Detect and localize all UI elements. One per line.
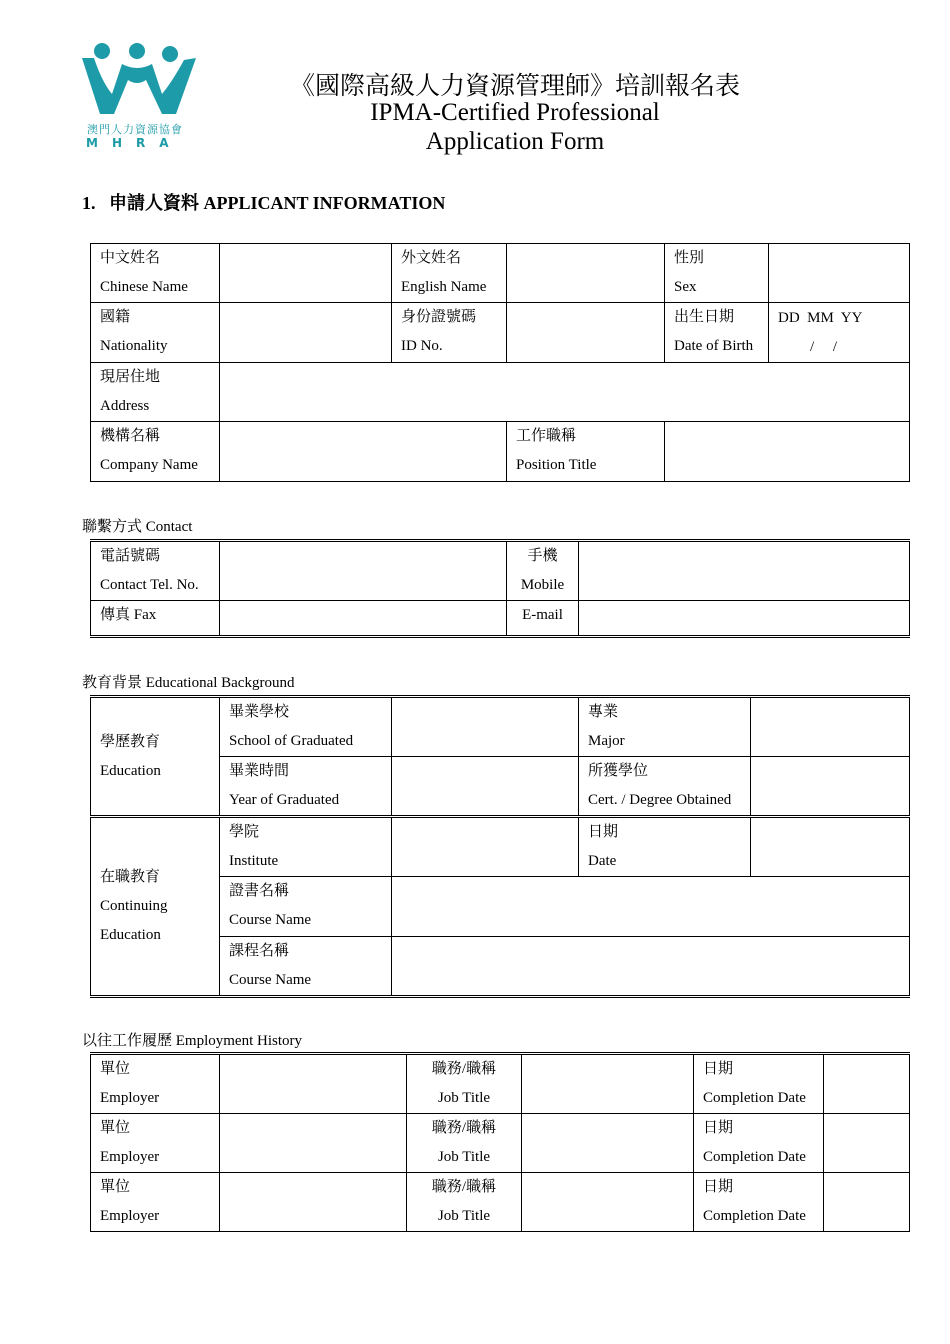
label-completion-date: 日期 Completion Date bbox=[694, 1114, 824, 1173]
label-mobile: 手機 Mobile bbox=[507, 541, 579, 601]
input-degree[interactable] bbox=[751, 757, 910, 817]
input-employer[interactable] bbox=[220, 1173, 407, 1232]
input-address[interactable] bbox=[220, 363, 910, 422]
title-zh: 《國際高級人力資源管理師》培訓報名表 bbox=[289, 73, 740, 100]
logo-abbr: MHRA bbox=[86, 136, 183, 150]
input-fax[interactable] bbox=[220, 601, 507, 637]
label-job-title: 職務/職稱 Job Title bbox=[407, 1173, 522, 1232]
label-job-title: 職務/職稱 Job Title bbox=[407, 1114, 522, 1173]
input-completion-date[interactable] bbox=[824, 1173, 910, 1232]
input-course-name[interactable] bbox=[392, 937, 910, 997]
input-completion-date[interactable] bbox=[824, 1114, 910, 1173]
label-sex: 性別 Sex bbox=[665, 244, 769, 303]
label-continuing-education: 在職教育 Continuing Education bbox=[91, 817, 220, 997]
input-school[interactable] bbox=[392, 697, 579, 757]
applicant-table bbox=[90, 243, 910, 482]
label-chinese-name: 中文姓名 Chinese Name bbox=[91, 244, 220, 303]
label-job-title: 職務/職稱 Job Title bbox=[407, 1054, 522, 1114]
input-employer[interactable] bbox=[220, 1114, 407, 1173]
input-date[interactable] bbox=[751, 817, 910, 877]
label-certificate-name: 證書名稱 Course Name bbox=[220, 877, 392, 937]
employment-row bbox=[91, 1114, 910, 1173]
input-nationality[interactable] bbox=[220, 303, 392, 363]
input-year-graduated[interactable] bbox=[392, 757, 579, 817]
label-contact-tel: 電話號碼 Contact Tel. No. bbox=[91, 541, 220, 601]
input-email[interactable] bbox=[579, 601, 910, 637]
label-institute: 學院 Institute bbox=[220, 817, 392, 877]
employment-table bbox=[90, 1052, 910, 1232]
label-address: 現居住地 Address bbox=[91, 363, 220, 422]
label-employer: 單位 Employer bbox=[91, 1054, 220, 1114]
label-company-name: 機構名稱 Company Name bbox=[91, 422, 220, 482]
input-date-of-birth[interactable] bbox=[769, 303, 910, 363]
input-institute[interactable] bbox=[392, 817, 579, 877]
input-job-title[interactable] bbox=[522, 1114, 694, 1173]
logo-org-name: 澳門人力資源協會 bbox=[87, 123, 183, 136]
label-course-name: 課程名稱 Course Name bbox=[220, 937, 392, 997]
input-job-title[interactable] bbox=[522, 1173, 694, 1232]
input-mobile[interactable] bbox=[579, 541, 910, 601]
input-job-title[interactable] bbox=[522, 1054, 694, 1114]
title-en-line1: IPMA-Certified Professional bbox=[370, 99, 660, 126]
label-completion-date: 日期 Completion Date bbox=[694, 1054, 824, 1114]
education-table bbox=[90, 695, 910, 998]
label-completion-date: 日期 Completion Date bbox=[694, 1173, 824, 1232]
input-employer[interactable] bbox=[220, 1054, 407, 1114]
title-en-line2: Application Form bbox=[425, 128, 605, 155]
input-id-no[interactable] bbox=[507, 303, 665, 363]
input-chinese-name[interactable] bbox=[220, 244, 392, 303]
label-nationality: 國籍 Nationality bbox=[91, 303, 220, 363]
label-date-of-birth: 出生日期 Date of Birth bbox=[665, 303, 769, 363]
contact-heading: 聯繫方式 Contact bbox=[82, 519, 193, 535]
dob-separators: / / bbox=[810, 339, 838, 355]
label-school: 畢業學校 School of Graduated bbox=[220, 697, 392, 757]
label-employer: 單位 Employer bbox=[91, 1173, 220, 1232]
label-education: 學歷教育 Education bbox=[91, 697, 220, 817]
contact-table bbox=[90, 539, 910, 638]
section-heading-applicant: 1. 申請人資料 APPLICANT INFORMATION bbox=[82, 193, 446, 213]
label-employer: 單位 Employer bbox=[91, 1114, 220, 1173]
input-contact-tel[interactable] bbox=[220, 541, 507, 601]
label-email: E-mail bbox=[507, 601, 579, 637]
label-fax: 傳真 Fax bbox=[91, 601, 220, 637]
input-position-title[interactable] bbox=[665, 422, 910, 482]
label-date: 日期 Date bbox=[579, 817, 751, 877]
label-id-no: 身份證號碼 ID No. bbox=[392, 303, 507, 363]
label-position-title: 工作職稱 Position Title bbox=[507, 422, 665, 482]
employment-heading: 以往工作履歷 Employment History bbox=[82, 1033, 302, 1049]
label-major: 專業 Major bbox=[579, 697, 751, 757]
input-major[interactable] bbox=[751, 697, 910, 757]
employment-row bbox=[91, 1173, 910, 1232]
education-heading: 教育背景 Educational Background bbox=[82, 675, 295, 691]
input-sex[interactable] bbox=[769, 244, 910, 303]
label-year-graduated: 畢業時間 Year of Graduated bbox=[220, 757, 392, 817]
label-degree: 所獲學位 Cert. / Degree Obtained bbox=[579, 757, 751, 817]
employment-row bbox=[91, 1054, 910, 1114]
input-completion-date[interactable] bbox=[824, 1054, 910, 1114]
input-company-name[interactable] bbox=[220, 422, 507, 482]
dob-format: DD MM YY bbox=[778, 310, 863, 326]
input-english-name[interactable] bbox=[507, 244, 665, 303]
label-english-name: 外文姓名 English Name bbox=[392, 244, 507, 303]
input-certificate-name[interactable] bbox=[392, 877, 910, 937]
